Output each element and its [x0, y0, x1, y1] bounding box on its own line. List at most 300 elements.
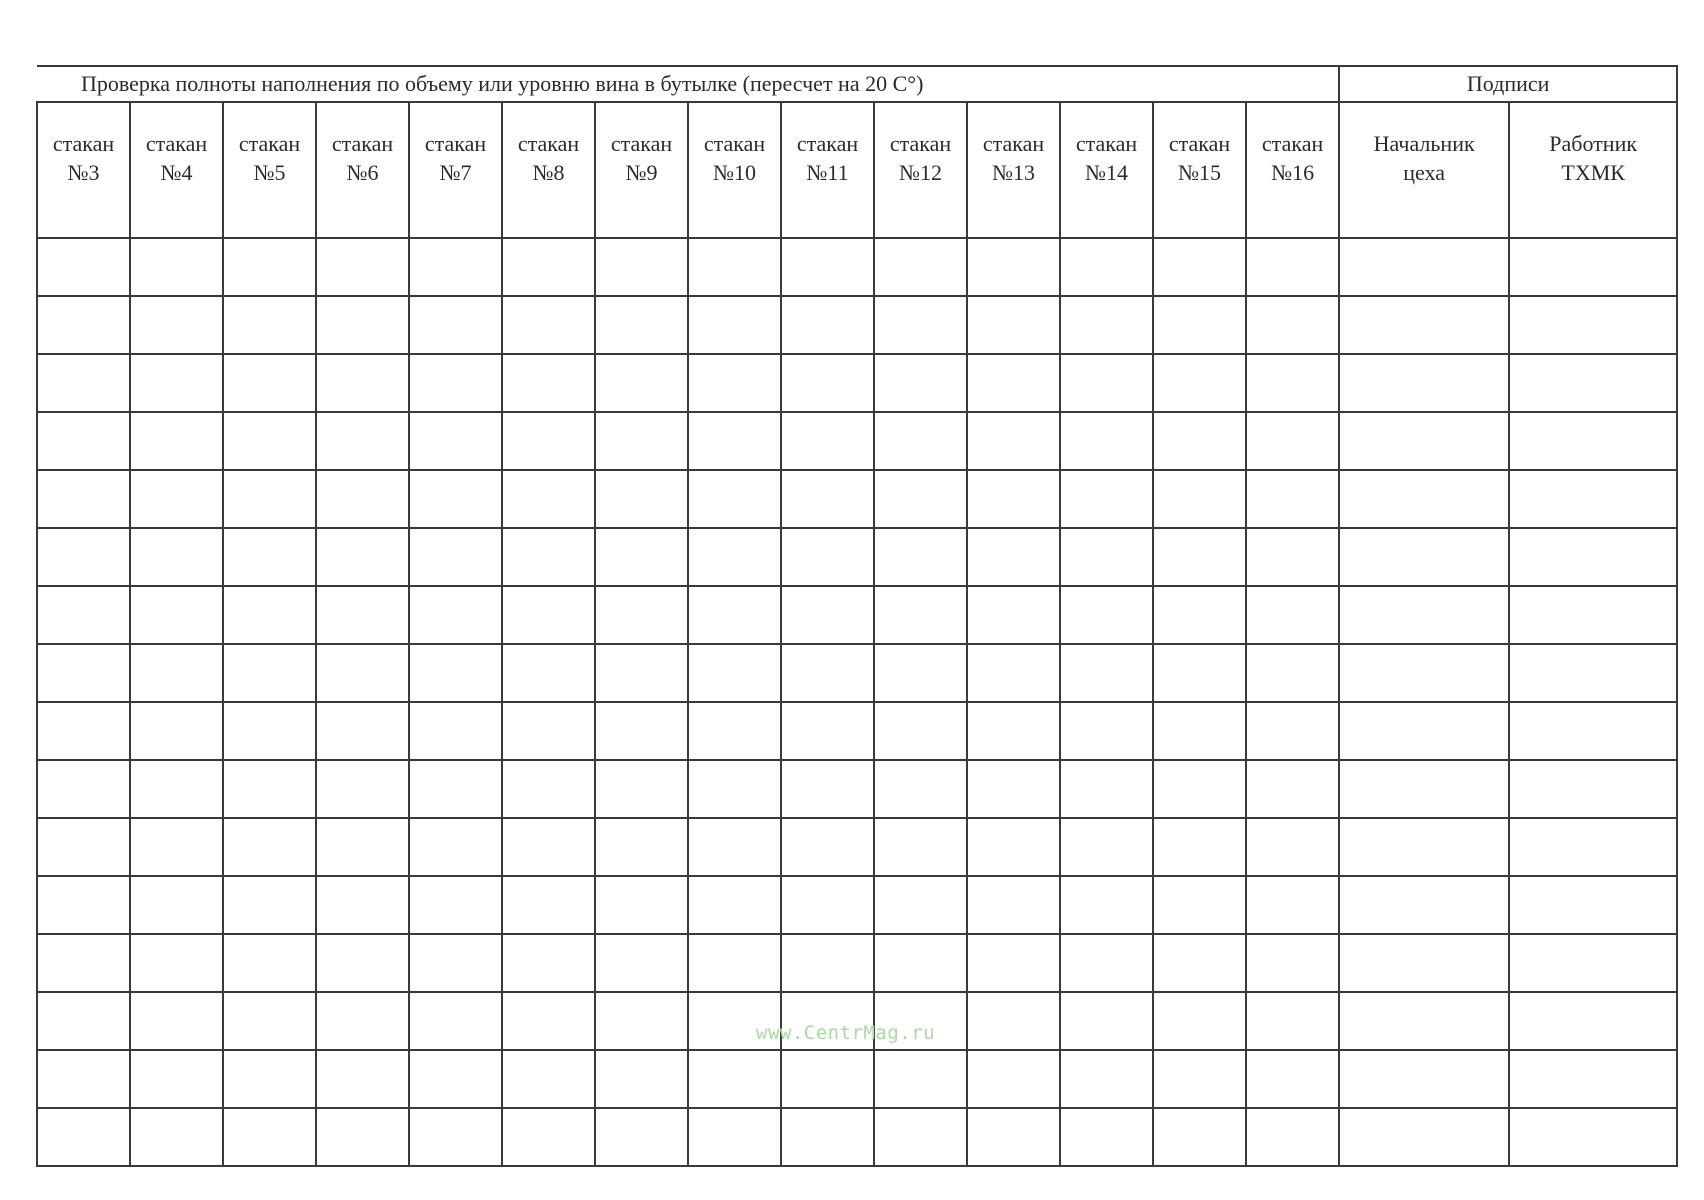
glass-value-cell[interactable]: [37, 818, 130, 876]
glass-value-cell[interactable]: [37, 238, 130, 296]
glass-value-cell[interactable]: [409, 354, 502, 412]
glass-value-cell[interactable]: [316, 1050, 409, 1108]
glass-value-cell[interactable]: [874, 644, 967, 702]
glass-value-cell[interactable]: [1246, 818, 1339, 876]
glass-value-cell[interactable]: [1153, 1050, 1246, 1108]
column-header-number: №6: [346, 160, 379, 185]
glass-value-cell[interactable]: [874, 760, 967, 818]
glass-value-cell[interactable]: [502, 412, 595, 470]
glass-value-cell[interactable]: [502, 818, 595, 876]
glass-value-cell[interactable]: [967, 644, 1060, 702]
glass-value-cell[interactable]: [1060, 644, 1153, 702]
signature-cell[interactable]: [1339, 528, 1509, 586]
glass-value-cell[interactable]: [37, 412, 130, 470]
glass-value-cell[interactable]: [1246, 412, 1339, 470]
signature-cell[interactable]: [1509, 992, 1677, 1050]
glass-value-cell[interactable]: [967, 992, 1060, 1050]
glass-value-cell[interactable]: [967, 818, 1060, 876]
column-header-number: №5: [253, 160, 286, 185]
glass-value-cell[interactable]: [130, 470, 223, 528]
glass-value-cell[interactable]: [781, 238, 874, 296]
glass-value-cell[interactable]: [874, 528, 967, 586]
column-header-line: стакан: [982, 131, 1045, 156]
glass-value-cell[interactable]: [688, 1050, 781, 1108]
glass-value-cell[interactable]: [409, 644, 502, 702]
glass-value-cell[interactable]: [1153, 1108, 1246, 1166]
glass-value-cell[interactable]: [595, 354, 688, 412]
glass-value-cell[interactable]: [316, 412, 409, 470]
glass-value-cell[interactable]: [37, 354, 130, 412]
glass-value-cell[interactable]: [1060, 992, 1153, 1050]
glass-value-cell[interactable]: [130, 528, 223, 586]
glass-value-cell[interactable]: [967, 1050, 1060, 1108]
glass-value-cell[interactable]: [316, 470, 409, 528]
glass-value-cell[interactable]: [223, 818, 316, 876]
watermark: www.CentrMag.ru: [756, 1022, 936, 1044]
glass-value-cell[interactable]: [595, 1050, 688, 1108]
glass-value-cell[interactable]: [1246, 354, 1339, 412]
glass-value-cell[interactable]: [688, 296, 781, 354]
glass-value-cell[interactable]: [409, 412, 502, 470]
glass-value-cell[interactable]: [688, 934, 781, 992]
glass-value-cell[interactable]: [223, 934, 316, 992]
glass-value-cell[interactable]: [1153, 586, 1246, 644]
signature-cell[interactable]: [1339, 934, 1509, 992]
glass-value-cell[interactable]: [130, 992, 223, 1050]
glass-value-cell[interactable]: [967, 412, 1060, 470]
glass-value-cell[interactable]: [595, 644, 688, 702]
glass-value-cell[interactable]: [874, 818, 967, 876]
glass-value-cell[interactable]: [316, 354, 409, 412]
glass-value-cell[interactable]: [223, 644, 316, 702]
column-header-line: стакан: [796, 131, 859, 156]
column-header-glass: [967, 102, 1060, 238]
glass-value-cell[interactable]: [1060, 470, 1153, 528]
signature-cell[interactable]: [1339, 296, 1509, 354]
glass-value-cell[interactable]: [316, 934, 409, 992]
glass-value-cell[interactable]: [1060, 354, 1153, 412]
signature-cell[interactable]: [1509, 934, 1677, 992]
glass-value-cell[interactable]: [37, 528, 130, 586]
glass-value-cell[interactable]: [595, 818, 688, 876]
glass-value-cell[interactable]: [502, 586, 595, 644]
signature-cell[interactable]: [1509, 528, 1677, 586]
signature-cell[interactable]: [1339, 992, 1509, 1050]
glass-value-cell[interactable]: [130, 1050, 223, 1108]
glass-value-cell[interactable]: [1153, 702, 1246, 760]
glass-value-cell[interactable]: [1246, 1108, 1339, 1166]
glass-value-cell[interactable]: [409, 238, 502, 296]
column-header-glass: [409, 102, 502, 238]
glass-value-cell[interactable]: [781, 1108, 874, 1166]
column-header-line: стакан: [238, 131, 301, 156]
glass-value-cell[interactable]: [502, 702, 595, 760]
glass-value-cell[interactable]: [223, 586, 316, 644]
glass-value-cell[interactable]: [409, 818, 502, 876]
glass-value-cell[interactable]: [688, 586, 781, 644]
column-header-glass: [595, 102, 688, 238]
table-row: [37, 934, 1677, 992]
glass-value-cell[interactable]: [130, 296, 223, 354]
glass-value-cell[interactable]: [223, 412, 316, 470]
glass-value-cell[interactable]: [223, 760, 316, 818]
glass-value-cell[interactable]: [1246, 992, 1339, 1050]
glass-value-cell[interactable]: [688, 470, 781, 528]
column-header-line: стакан: [1075, 131, 1138, 156]
signature-cell[interactable]: [1339, 644, 1509, 702]
glass-value-cell[interactable]: [595, 934, 688, 992]
glass-value-cell[interactable]: [130, 760, 223, 818]
signature-cell[interactable]: [1509, 818, 1677, 876]
glass-value-cell[interactable]: [781, 586, 874, 644]
glass-value-cell[interactable]: [595, 702, 688, 760]
glass-value-cell[interactable]: [409, 528, 502, 586]
glass-value-cell[interactable]: [967, 296, 1060, 354]
glass-value-cell[interactable]: [1153, 470, 1246, 528]
glass-value-cell[interactable]: [1060, 760, 1153, 818]
column-header-number: №14: [1085, 160, 1128, 185]
glass-value-cell[interactable]: [316, 528, 409, 586]
glass-value-cell[interactable]: [967, 1108, 1060, 1166]
glass-value-cell[interactable]: [1060, 934, 1153, 992]
glass-value-cell[interactable]: [37, 992, 130, 1050]
column-header-glass: [781, 102, 874, 238]
glass-value-cell[interactable]: [595, 412, 688, 470]
signature-cell[interactable]: [1339, 760, 1509, 818]
glass-value-cell[interactable]: [223, 296, 316, 354]
glass-value-cell[interactable]: [781, 528, 874, 586]
glass-value-cell[interactable]: [595, 296, 688, 354]
signature-cell[interactable]: [1509, 644, 1677, 702]
signature-cell[interactable]: [1339, 470, 1509, 528]
glass-value-cell[interactable]: [1060, 818, 1153, 876]
glass-value-cell[interactable]: [874, 354, 967, 412]
glass-value-cell[interactable]: [1060, 296, 1153, 354]
glass-value-cell[interactable]: [409, 470, 502, 528]
signature-cell[interactable]: [1339, 238, 1509, 296]
glass-value-cell[interactable]: [874, 412, 967, 470]
glass-value-cell[interactable]: [223, 470, 316, 528]
glass-value-cell[interactable]: [1060, 702, 1153, 760]
glass-value-cell[interactable]: [1246, 1050, 1339, 1108]
glass-value-cell[interactable]: [688, 238, 781, 296]
glass-value-cell[interactable]: [595, 586, 688, 644]
glass-value-cell[interactable]: [1246, 296, 1339, 354]
glass-value-cell[interactable]: [37, 702, 130, 760]
glass-value-cell[interactable]: [874, 238, 967, 296]
glass-value-cell[interactable]: [409, 992, 502, 1050]
column-header-number: №3: [67, 160, 100, 185]
form-title: Проверка полноты наполнения по объему или уровню вина в бутылке (пересчет на 20 С°): [37, 66, 1339, 102]
glass-value-cell[interactable]: [1153, 760, 1246, 818]
glass-value-cell[interactable]: [130, 818, 223, 876]
glass-value-cell[interactable]: [595, 1108, 688, 1166]
glass-value-cell[interactable]: [1246, 238, 1339, 296]
glass-value-cell[interactable]: [502, 644, 595, 702]
glass-value-cell[interactable]: [409, 760, 502, 818]
glass-value-cell[interactable]: [37, 586, 130, 644]
glass-value-cell[interactable]: [37, 1050, 130, 1108]
column-header-glass: [1153, 102, 1246, 238]
column-header-line: стакан: [331, 131, 394, 156]
glass-value-cell[interactable]: [223, 876, 316, 934]
column-header-number: №4: [160, 160, 193, 185]
glass-value-cell[interactable]: [874, 702, 967, 760]
glass-value-cell[interactable]: [1060, 1050, 1153, 1108]
column-header-number: №7: [439, 160, 472, 185]
glass-value-cell[interactable]: [130, 702, 223, 760]
glass-value-cell[interactable]: [316, 876, 409, 934]
table-row: [37, 818, 1677, 876]
glass-value-cell[interactable]: [688, 760, 781, 818]
glass-value-cell[interactable]: [37, 876, 130, 934]
glass-value-cell[interactable]: [688, 702, 781, 760]
table-row: [37, 1050, 1677, 1108]
glass-value-cell[interactable]: [1246, 470, 1339, 528]
glass-value-cell[interactable]: [967, 354, 1060, 412]
glass-value-cell[interactable]: [595, 470, 688, 528]
glass-value-cell[interactable]: [1153, 528, 1246, 586]
glass-value-cell[interactable]: [781, 760, 874, 818]
glass-value-cell[interactable]: [37, 296, 130, 354]
glass-value-cell[interactable]: [967, 876, 1060, 934]
signature-cell[interactable]: [1339, 876, 1509, 934]
signature-cell[interactable]: [1509, 1108, 1677, 1166]
glass-value-cell[interactable]: [1153, 354, 1246, 412]
glass-value-cell[interactable]: [1153, 412, 1246, 470]
glass-value-cell[interactable]: [781, 412, 874, 470]
glass-value-cell[interactable]: [409, 296, 502, 354]
column-header-line: Начальник: [1373, 131, 1475, 156]
glass-value-cell[interactable]: [595, 238, 688, 296]
glass-value-cell[interactable]: [688, 644, 781, 702]
signature-cell[interactable]: [1339, 354, 1509, 412]
column-header-row: [37, 102, 1677, 238]
glass-value-cell[interactable]: [37, 644, 130, 702]
signatures-title: Подписи: [1339, 66, 1677, 102]
glass-value-cell[interactable]: [130, 876, 223, 934]
glass-value-cell[interactable]: [1246, 702, 1339, 760]
glass-value-cell[interactable]: [316, 1108, 409, 1166]
glass-value-cell[interactable]: [130, 412, 223, 470]
glass-value-cell[interactable]: [967, 238, 1060, 296]
glass-value-cell[interactable]: [409, 1108, 502, 1166]
glass-value-cell[interactable]: [967, 586, 1060, 644]
glass-value-cell[interactable]: [595, 876, 688, 934]
glass-value-cell[interactable]: [595, 992, 688, 1050]
glass-value-cell[interactable]: [409, 876, 502, 934]
signature-cell[interactable]: [1339, 1050, 1509, 1108]
glass-value-cell[interactable]: [130, 644, 223, 702]
glass-value-cell[interactable]: [502, 1108, 595, 1166]
glass-value-cell[interactable]: [874, 470, 967, 528]
signature-cell[interactable]: [1509, 470, 1677, 528]
glass-value-cell[interactable]: [502, 876, 595, 934]
table-row: [37, 1108, 1677, 1166]
glass-value-cell[interactable]: [688, 528, 781, 586]
signature-cell[interactable]: [1509, 876, 1677, 934]
signature-cell[interactable]: [1339, 412, 1509, 470]
table-row: [37, 586, 1677, 644]
signature-cell[interactable]: [1509, 296, 1677, 354]
glass-value-cell[interactable]: [874, 934, 967, 992]
glass-value-cell[interactable]: [37, 934, 130, 992]
glass-value-cell[interactable]: [781, 934, 874, 992]
column-header-signature: [1339, 102, 1509, 238]
glass-value-cell[interactable]: [1153, 818, 1246, 876]
glass-value-cell[interactable]: [409, 1050, 502, 1108]
signature-cell[interactable]: [1339, 1108, 1509, 1166]
glass-value-cell[interactable]: [223, 702, 316, 760]
glass-value-cell[interactable]: [502, 528, 595, 586]
glass-value-cell[interactable]: [223, 992, 316, 1050]
column-header-glass: [502, 102, 595, 238]
glass-value-cell[interactable]: [409, 934, 502, 992]
glass-value-cell[interactable]: [130, 354, 223, 412]
glass-value-cell[interactable]: [781, 470, 874, 528]
glass-value-cell[interactable]: [967, 528, 1060, 586]
glass-value-cell[interactable]: [1246, 528, 1339, 586]
glass-value-cell[interactable]: [1153, 934, 1246, 992]
glass-value-cell[interactable]: [967, 760, 1060, 818]
glass-value-cell[interactable]: [502, 470, 595, 528]
glass-value-cell[interactable]: [223, 354, 316, 412]
inspection-form-table: [36, 65, 1678, 1167]
column-header-line: стакан: [703, 131, 766, 156]
glass-value-cell[interactable]: [967, 702, 1060, 760]
glass-value-cell[interactable]: [223, 528, 316, 586]
glass-value-cell[interactable]: [781, 702, 874, 760]
signature-cell[interactable]: [1509, 1050, 1677, 1108]
glass-value-cell[interactable]: [223, 1050, 316, 1108]
glass-value-cell[interactable]: [1246, 760, 1339, 818]
glass-value-cell[interactable]: [781, 354, 874, 412]
glass-value-cell[interactable]: [967, 470, 1060, 528]
column-header-glass: [223, 102, 316, 238]
glass-value-cell[interactable]: [502, 760, 595, 818]
glass-value-cell[interactable]: [1246, 876, 1339, 934]
glass-value-cell[interactable]: [874, 876, 967, 934]
glass-value-cell[interactable]: [409, 586, 502, 644]
table-row: [37, 470, 1677, 528]
table-row: [37, 644, 1677, 702]
glass-value-cell[interactable]: [316, 992, 409, 1050]
glass-value-cell[interactable]: [1246, 586, 1339, 644]
column-header-line: стакан: [145, 131, 208, 156]
glass-value-cell[interactable]: [688, 412, 781, 470]
column-header-line: Работник: [1549, 131, 1638, 156]
glass-value-cell[interactable]: [502, 992, 595, 1050]
glass-value-cell[interactable]: [1060, 238, 1153, 296]
glass-value-cell[interactable]: [1060, 876, 1153, 934]
column-header-line: стакан: [1261, 131, 1324, 156]
signature-cell[interactable]: [1509, 586, 1677, 644]
glass-value-cell[interactable]: [874, 1050, 967, 1108]
signature-cell[interactable]: [1509, 354, 1677, 412]
glass-value-cell[interactable]: [223, 1108, 316, 1166]
glass-value-cell[interactable]: [1060, 412, 1153, 470]
glass-value-cell[interactable]: [502, 238, 595, 296]
glass-value-cell[interactable]: [781, 644, 874, 702]
glass-value-cell[interactable]: [595, 760, 688, 818]
signature-cell[interactable]: [1509, 702, 1677, 760]
glass-value-cell[interactable]: [37, 1108, 130, 1166]
column-header-line: стакан: [424, 131, 487, 156]
glass-value-cell[interactable]: [223, 238, 316, 296]
column-header-glass: [130, 102, 223, 238]
glass-value-cell[interactable]: [874, 586, 967, 644]
glass-value-cell[interactable]: [1153, 296, 1246, 354]
glass-value-cell[interactable]: [502, 354, 595, 412]
glass-value-cell[interactable]: [316, 586, 409, 644]
glass-value-cell[interactable]: [37, 470, 130, 528]
glass-value-cell[interactable]: [316, 818, 409, 876]
signature-cell[interactable]: [1339, 586, 1509, 644]
column-header-glass: [874, 102, 967, 238]
glass-value-cell[interactable]: [781, 1050, 874, 1108]
glass-value-cell[interactable]: [316, 702, 409, 760]
glass-value-cell[interactable]: [688, 354, 781, 412]
glass-value-cell[interactable]: [130, 238, 223, 296]
glass-value-cell[interactable]: [688, 818, 781, 876]
signature-cell[interactable]: [1339, 818, 1509, 876]
signature-cell[interactable]: [1509, 760, 1677, 818]
glass-value-cell[interactable]: [316, 644, 409, 702]
glass-value-cell[interactable]: [37, 760, 130, 818]
glass-value-cell[interactable]: [688, 1108, 781, 1166]
glass-value-cell[interactable]: [874, 1108, 967, 1166]
glass-value-cell[interactable]: [316, 296, 409, 354]
glass-value-cell[interactable]: [1246, 644, 1339, 702]
glass-value-cell[interactable]: [130, 1108, 223, 1166]
glass-value-cell[interactable]: [688, 876, 781, 934]
glass-value-cell[interactable]: [781, 296, 874, 354]
glass-value-cell[interactable]: [967, 934, 1060, 992]
glass-value-cell[interactable]: [781, 818, 874, 876]
glass-value-cell[interactable]: [1060, 1108, 1153, 1166]
column-header-number: №8: [532, 160, 565, 185]
column-header-glass: [316, 102, 409, 238]
column-header-line: стакан: [52, 131, 115, 156]
table-row: [37, 238, 1677, 296]
glass-value-cell[interactable]: [316, 760, 409, 818]
signature-cell[interactable]: [1509, 238, 1677, 296]
glass-value-cell[interactable]: [874, 296, 967, 354]
glass-value-cell[interactable]: [595, 528, 688, 586]
glass-value-cell[interactable]: [1153, 644, 1246, 702]
glass-value-cell[interactable]: [130, 934, 223, 992]
column-header-number: №16: [1271, 160, 1315, 185]
glass-value-cell[interactable]: [502, 296, 595, 354]
signature-cell[interactable]: [1509, 412, 1677, 470]
column-header-glass: [1060, 102, 1153, 238]
glass-value-cell[interactable]: [316, 238, 409, 296]
glass-value-cell[interactable]: [1153, 238, 1246, 296]
glass-value-cell[interactable]: [1246, 934, 1339, 992]
glass-value-cell[interactable]: [1153, 876, 1246, 934]
signature-cell[interactable]: [1339, 702, 1509, 760]
glass-value-cell[interactable]: [409, 702, 502, 760]
glass-value-cell[interactable]: [1153, 992, 1246, 1050]
glass-value-cell[interactable]: [1060, 528, 1153, 586]
column-header-line: цеха: [1403, 160, 1446, 185]
column-header-number: №12: [899, 160, 942, 185]
glass-value-cell[interactable]: [1060, 586, 1153, 644]
glass-value-cell[interactable]: [781, 876, 874, 934]
glass-value-cell[interactable]: [502, 934, 595, 992]
glass-value-cell[interactable]: [502, 1050, 595, 1108]
glass-value-cell[interactable]: [130, 586, 223, 644]
